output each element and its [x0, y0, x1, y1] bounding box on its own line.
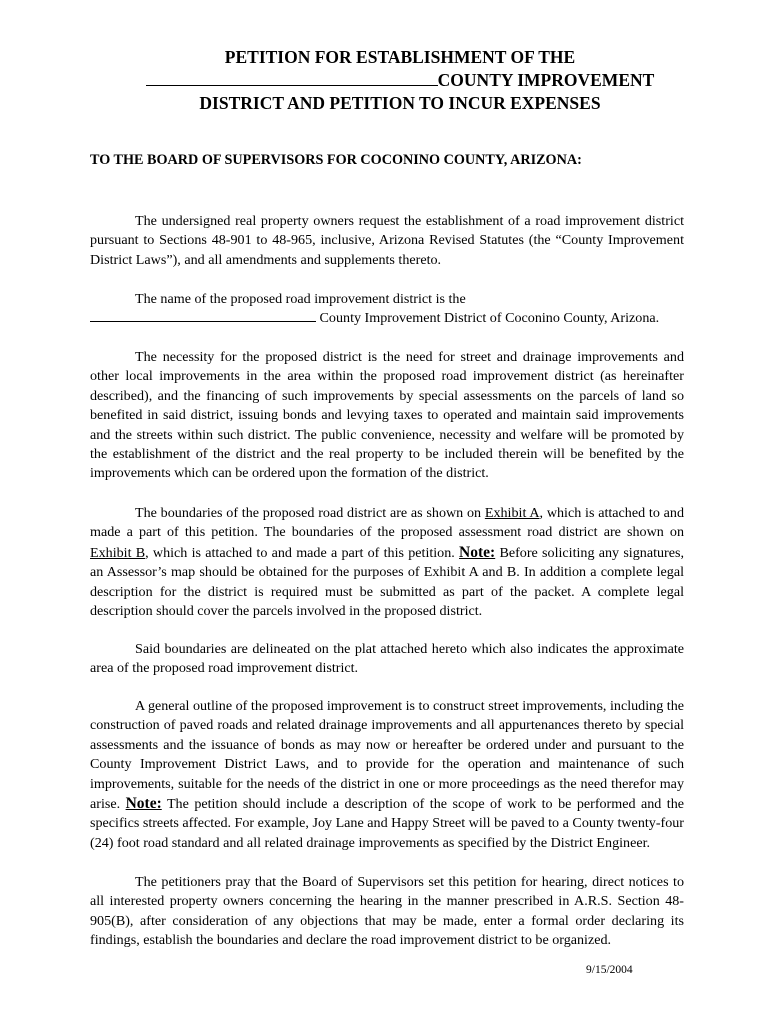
paragraph-prayer	[90, 873, 684, 951]
paragraph-plat	[90, 640, 684, 679]
district-name-blank[interactable]	[90, 321, 316, 322]
paragraph-request-text: The undersigned real property owners request the establishment of a road improvement district pursuant to Sections 48-901 to 48-965, inclusive, Arizona Revised Statutes (the “County Improvement District Laws”), and all amendments and supplements thereto.	[90, 213, 684, 268]
note-label: Note:	[459, 543, 496, 561]
paragraph-district-name	[90, 290, 684, 329]
paragraph-outline	[90, 697, 684, 853]
boundaries-text-1: The boundaries of the proposed road district are as shown on	[135, 505, 485, 521]
footer-date: 9/15/2004	[586, 964, 633, 976]
title-line-2	[60, 69, 740, 92]
paragraph-request	[90, 212, 684, 270]
county-name-blank[interactable]	[146, 85, 438, 86]
paragraph-plat-text: Said boundaries are delineated on the plat attached hereto which also indicates the approximate area of the proposed road improvement district.	[90, 641, 684, 677]
boundaries-text-3: , which is attached to and made a part of this petition.	[145, 544, 460, 561]
district-name-line-2: County Improvement District of Coconino County, Arizona.	[319, 310, 660, 327]
boundaries-text-4: Before soliciting any signatures, an Assessor’s map should be obtained for the purposes of Exhibit A and B. In addition a complete legal description for the district is required must be submitted as part of the packet. A complete legal description should cover the parcels involved in the proposed district.	[90, 544, 684, 620]
title-line-3: DISTRICT AND PETITION TO INCUR EXPENSES	[199, 93, 601, 113]
outline-text-1: A general outline of the proposed improvement is to construct street improvements, including the construction of paved roads and related drainage improvements and all appurtenances thereto by special assessments and the issuance of bonds as may now or hereafter be ordered under and pursuant to the County Improvement District Laws, and to provide for the operation and maintenance of such improvements, suitable for the needs of the district in one or more proceedings as the need therefor may arise.	[90, 698, 684, 813]
title-line-2-text: COUNTY IMPROVEMENT	[437, 70, 655, 90]
exhibit-a-link[interactable]: Exhibit A	[484, 505, 540, 521]
note-label: Note:	[125, 795, 162, 813]
title-line-1: PETITION FOR ESTABLISHMENT OF THE	[224, 47, 576, 67]
exhibit-b-link[interactable]: Exhibit B	[90, 544, 146, 561]
paragraph-necessity	[90, 348, 684, 484]
district-name-line-1: The name of the proposed road improvement district is the	[135, 291, 466, 307]
paragraph-boundaries	[90, 504, 684, 621]
outline-text-2: The petition should include a description of the scope of work to be performed and the specifics streets affected. For example, Joy Lane and Happy Street will be paved to a County twenty-four (24) foot road standard and all related drainage improvements as specified by the District Engineer.	[90, 796, 684, 851]
addressee: TO THE BOARD OF SUPERVISORS FOR COCONINO COUNTY, ARIZONA:	[90, 152, 582, 168]
paragraph-necessity-text: The necessity for the proposed district is the need for street and drainage improvements and other local improvements in the area within the proposed road improvement district (as hereinafter described), and the financing of such improvements by special assessments on the parcels of land so benefited in said district, issuing bonds and levying taxes to operated and maintain said improvements and the streets within such district. The public convenience, necessity and welfare will be promoted by the establishment of the district and the real property to be included therein will be benefited by the improvements which can be ordered upon the formation of the district.	[90, 349, 684, 482]
document-title	[60, 46, 740, 115]
boundaries-text-2: , which is attached to and made a part of this petition. The boundaries of the proposed assessment road district are shown on	[90, 505, 684, 541]
paragraph-prayer-text: The petitioners pray that the Board of Supervisors set this petition for hearing, direct notices to all interested property owners concerning the hearing in the manner prescribed in A.R.S. Section 48-905(B), after consideration of any objections that may be made, enter a formal order declaring its findings, establish the boundaries and declare the road improvement district to be organized.	[90, 874, 684, 949]
